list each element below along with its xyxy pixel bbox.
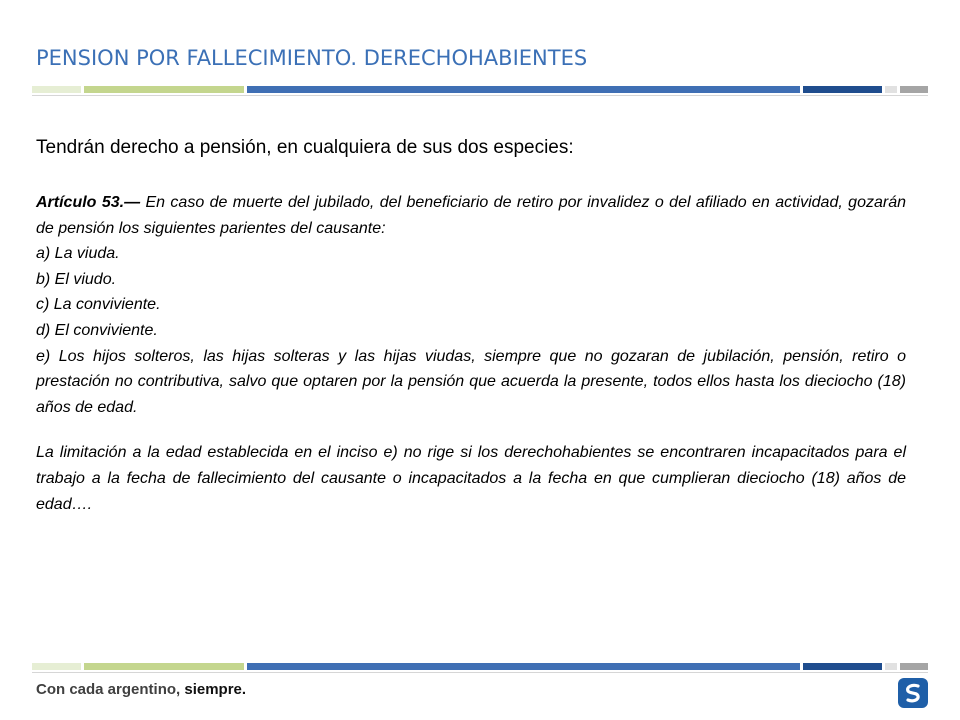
anses-logo-icon xyxy=(898,678,928,708)
header-color-band xyxy=(32,86,928,93)
footer-slogan: Con cada argentino, siempre. xyxy=(36,681,247,698)
intro-text: Tendrán derecho a pensión, en cualquiera de sus dos especies: xyxy=(36,137,574,158)
list-item: d) El conviviente. xyxy=(36,321,158,339)
article-paragraph xyxy=(36,190,906,241)
header-divider xyxy=(32,95,928,96)
article-label: Artículo 53.— xyxy=(36,194,141,211)
limitation-paragraph: La limitación a la edad establecida en el inciso e) no rige si los derechohabientes se encontraren incapacitados para el trabajo a la fecha de fallecimiento del causante o incapacitados a la fecha en que cumplieran dieciocho (18) años de edad…. xyxy=(36,444,906,513)
list-item: a) La viuda. xyxy=(36,245,120,263)
slide-title: PENSION POR FALLECIMIENTO. DERECHOHABIENTES xyxy=(36,46,588,70)
list-item: b) El viudo. xyxy=(36,270,117,288)
article-body xyxy=(36,190,906,517)
list-item: c) La conviviente. xyxy=(36,296,161,314)
footer-divider xyxy=(32,672,928,673)
list-item: e) Los hijos solteros, las hijas solteras y las hijas viudas, siempre que no gozaran de jubilación, pensión, retiro o prestación no contributiva, salvo que optaren por la pensión que acuerda la presente, todos ellos hasta los dieciocho (18) años de edad. xyxy=(36,347,906,416)
footer-color-band xyxy=(32,663,928,670)
article-text: En caso de muerte del jubilado, del beneficiario de retiro por invalidez o del afiliado en actividad, gozarán de pensión los siguientes parientes del causante: xyxy=(36,194,906,237)
